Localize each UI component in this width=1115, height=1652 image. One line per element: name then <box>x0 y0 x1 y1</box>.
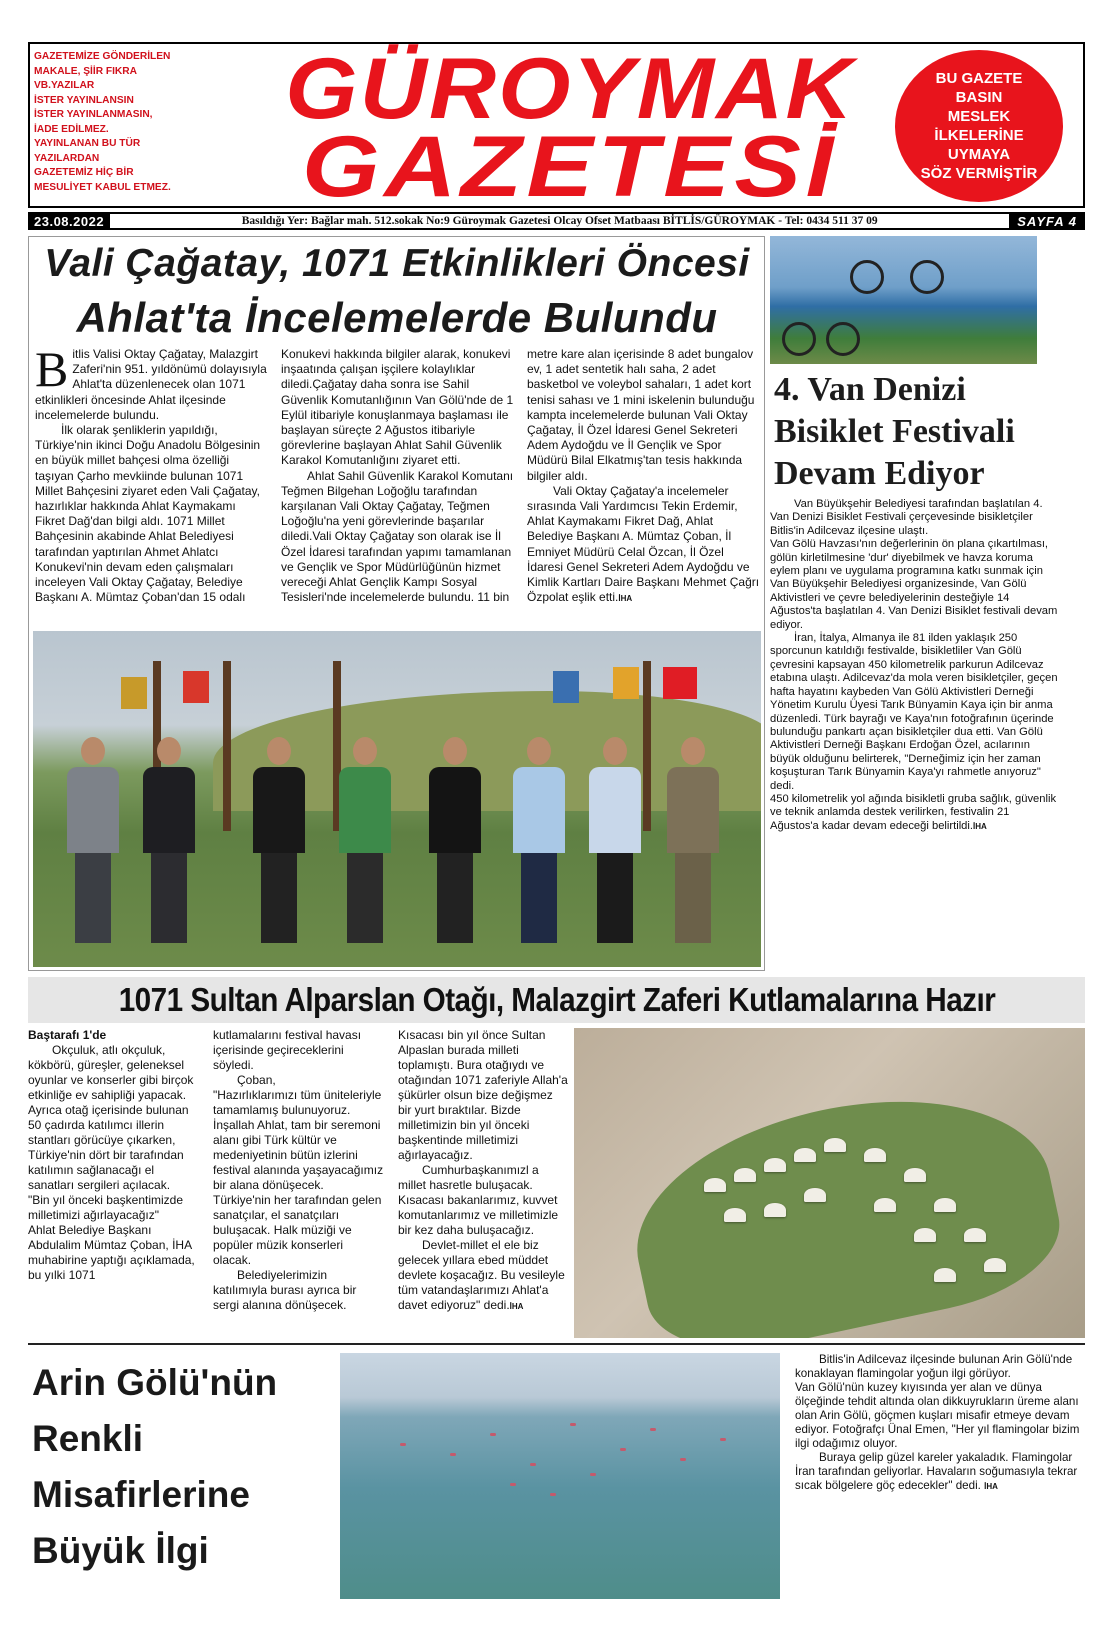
press-ethics-pledge-badge <box>895 50 1063 202</box>
tent <box>864 1148 886 1162</box>
article-headline-arin-golu <box>32 1355 332 1579</box>
notice-line: İSTER YAYINLANSIN <box>34 94 134 106</box>
bike-wheel <box>850 260 884 294</box>
article-paragraph <box>770 793 1060 833</box>
tent <box>804 1188 826 1202</box>
article-columns <box>28 1028 570 1314</box>
article-paragraph <box>795 1451 1087 1494</box>
paragraph-text: itlis Valisi Oktay Çağatay, Malazgirt Zaferi'nin 951. yıldönümü dolayısıyla Ahlat'ta düzenlenecek olan 1071 etkinlikleri öncesinde Ahlat ilçesinde incelemelerde bulundu. <box>35 347 267 422</box>
article-paragraph <box>398 1238 569 1314</box>
article-column <box>398 1028 569 1314</box>
flamingo <box>550 1493 556 1496</box>
person <box>143 737 195 943</box>
flag <box>613 667 639 699</box>
person <box>339 737 391 943</box>
article-headline <box>35 239 759 347</box>
article-paragraph <box>35 347 269 423</box>
logo-line-1: GÜROYMAK <box>285 41 855 137</box>
article-vali-cagatay <box>28 236 765 971</box>
article-body <box>770 498 1060 833</box>
tent <box>934 1268 956 1282</box>
article-column <box>28 1028 199 1314</box>
drop-cap: B <box>35 347 69 397</box>
notice-line: GAZETEMİZ HİÇ BİR <box>34 167 134 178</box>
flamingo <box>530 1463 536 1466</box>
article-paragraph: Türkiye'nin her tarafından gelen sanatçılar, el sanatçıları buluşacak. Halk müziği ve popüler müzik konserleri olacak. <box>213 1193 382 1267</box>
tent <box>874 1198 896 1212</box>
article-paragraph: Cumhurbaşkanımızl a millet hasretle buluşacak. Kısacası bakanlarımız, kuvvet komutanlarımız ve milletimizle bir kez daha buluşacağız. <box>398 1163 559 1237</box>
flamingo <box>590 1473 596 1476</box>
article-paragraph: Van Gölü'nün kuzey kıyısında yer alan ve dünya ölçeğinde tehdit altında olan dikkuyrukların üreme alanı olan Arin Gölü, göçmen kuşları misafir etmeye devam ediyor. Fotoğrafçı Ünal Emen, "Her yıl flamingolar bizim ilgi odağımız oluyor. <box>795 1381 1080 1450</box>
article-paragraph: kutlamalarını festival havası içerisinde geçireceklerini söyledi. <box>213 1028 362 1072</box>
tent <box>914 1228 936 1242</box>
person <box>429 737 481 943</box>
person <box>589 737 641 943</box>
pledge-text: BU GAZETE BASIN MESLEK İLKELERİNE UYMAYA SÖZ VERMİŞTİR <box>920 70 1038 182</box>
paragraph-text: 450 kilometrelik yol ağında bisikletli gruba sağlık, güvenlik ve teknik anlamda destek verilirken, festivalin 21 Ağustos'a kadar devam edeceği belirtildi. <box>770 792 1057 832</box>
flamingo <box>490 1433 496 1436</box>
person <box>67 737 119 943</box>
article-paragraph <box>527 484 761 607</box>
article-paragraph: Van Büyükşehir Belediyesi tarafından başlatılan 4. Van Denizi Bisiklet Festivali çerçevesinde bisikletçiler Bitlis'in Adilcevaz ilçesine ulaştı. <box>770 498 1043 537</box>
article-sultan-alparslan-otagi <box>28 1028 570 1338</box>
tent <box>934 1198 956 1212</box>
issue-date: 23.08.2022 <box>28 214 110 228</box>
park-area <box>616 1067 1073 1338</box>
headline-line-2: Ahlat'ta İncelemelerde Bulundu <box>76 294 718 341</box>
flamingo-lake-photo <box>340 1353 780 1599</box>
tent <box>764 1203 786 1217</box>
flamingo <box>510 1483 516 1486</box>
article-headline <box>774 369 1079 495</box>
headline-line: Bisiklet Festivali <box>774 413 1015 450</box>
flamingo <box>680 1458 686 1461</box>
notice-line: YAYINLANAN BU TÜR <box>34 138 141 149</box>
tent <box>824 1138 846 1152</box>
notice-line: MESULİYET KABUL ETMEZ. <box>34 181 171 193</box>
bike-wheel <box>910 260 944 294</box>
notice-line: İADE EDİLMEZ. <box>34 123 109 135</box>
agency-credit: İHA <box>618 594 633 604</box>
article-column <box>213 1028 384 1314</box>
headline-line: Renkli <box>32 1418 144 1459</box>
notice-line: GAZETEMİZE GÖNDERİLEN <box>34 51 171 62</box>
agency-credit: İHA <box>509 1302 524 1311</box>
article-body <box>35 347 761 631</box>
tent <box>734 1168 756 1182</box>
headline-line: Büyük İlgi <box>32 1530 209 1571</box>
flag-pole <box>643 661 651 831</box>
headline-line: Arin Gölü'nün <box>32 1362 278 1403</box>
paragraph-text: Devlet-millet el ele biz gelecek yıllara ebed müddet devlete koşacağız. Bu vesileyle tüm vatandaşlarımızı Ahlat'a davet ediyoruz" dedi. <box>398 1238 565 1312</box>
page-number: SAYFA 4 <box>1009 214 1085 228</box>
section-divider <box>28 1343 1085 1345</box>
flamingo <box>650 1428 656 1431</box>
tent <box>964 1228 986 1242</box>
flag-pole <box>223 661 231 831</box>
headline-line-1: Vali Çağatay, 1071 Etkinlikleri Öncesi <box>44 242 750 285</box>
article-paragraph: Çoban, <box>237 1073 276 1087</box>
aerial-camp-photo <box>574 1028 1085 1338</box>
tent <box>764 1158 786 1172</box>
paragraph-text: Buraya gelip güzel kareler yakaladık. Flamingolar İran tarafından geliyorlar. Havaların soğumasıyla tekrar sıcak bölgelere göç edecekler" dedi. <box>795 1451 1078 1492</box>
flag <box>663 667 697 699</box>
continued-from-label: Baştarafı 1'de <box>28 1028 107 1042</box>
tent <box>904 1168 926 1182</box>
cyclists-photo <box>770 236 1037 364</box>
officials-group-photo <box>33 631 761 967</box>
flag <box>553 671 579 703</box>
headline-line: Misafirlerine <box>32 1474 250 1515</box>
notice-line: MAKALE, ŞİİR FIKRA <box>34 65 138 77</box>
article-paragraph: Ahlat Sahil Güvenlik Karakol Komutanı Teğmen Bilgehan Loğoğlu tarafından karşılanan Vali Oktay Çağatay, Teğmen Loğoğlu'na yeni görevlerinde başarılar diledi.Vali Oktay Çağatay son olarak ise İl Özel İdaresi tarafından yapımı tamamlanan ve Gençlik ve Spor Müdürlüğünün hizmet vereceği Ahlat Gençlik Kampı Sosyal Tesisleri'nde incelemelerde bulundu. 11 bin metre kare alan içerisinde 8 adet bungalov ev, 1 adet sentetik halı saha, 2 adet basketbol ve voleybol sahaları, 1 adet kort tenisi sahası ve 1 mini iskelenin bulunduğu kampta incelemelerde bulunan Vali Oktay Çağatay, İl Özel İdaresi Genel Sekreteri Adem Aydoğdu ve İl Gençlik ve Spor Müdürü Bilal Elkatmış'tan tesis hakkında bilgiler aldı. <box>281 347 755 605</box>
headline-line: 4. Van Denizi <box>774 371 966 408</box>
article-paragraph: Okçuluk, atlı okçuluk, kökbörü, güreşler, geleneksel oyunlar ve konserler gibi birçok etkinliğe ev sahipliği yapacak. Ayrıca otağ içerisinde bulunan 50 çadırda katılımcı illerin stantları görücüye çıkarken, Türkiye'nin dört bir tarafından katılımın sağlanacağı el sanatları sergileri açılacak. <box>28 1043 194 1192</box>
article-paragraph: Ahlat Belediye Başkanı Abdulalim Mümtaz Çoban, İHA muhabirine yaptığı açıklamada, bu yılki 1071 <box>28 1223 195 1282</box>
bike-wheel <box>782 322 816 356</box>
article-body-arin-golu <box>795 1353 1087 1494</box>
bike-wheel <box>826 322 860 356</box>
dateline-bar <box>28 212 1085 230</box>
person <box>513 737 565 943</box>
article-paragraph: "Bin yıl önceki başkentimizde milletimizi ağırlayacağız" <box>28 1193 183 1222</box>
logo-line-2: GAZETESİ <box>302 119 838 215</box>
tent <box>724 1208 746 1222</box>
article-paragraph: İran, İtalya, Almanya ile 81 ilden yaklaşık 250 sporcunun katıldığı festivalde, bisikletliler Van Gölü çevresini kapsayan 450 kilometrelik parkurun Adilcevaz etabına ulaştı. Adilcevaz'da mola veren bisikletçiler, geçen hafta hayatını kaybeden Van Gölü Aktivistleri Derneği Yönetim Kurulu Üyesi Tarık Bünyamin Kaya için bir anma düzenledi. Türk bayrağı ve Kaya'nın fotoğrafının üçerinde bulunduğu pankartı açan bisikletçiler dua etti. Van Gölü Aktivistleri Derneği Başkanı Erdoğan Özel, acılarının büyük olduğunu belirterek, "Derneğimiz için her zaman koşuşturan Tarık Bünyamin Kaya'yı rahmetle anıyoruz" dedi. <box>770 632 1058 792</box>
flag <box>183 671 209 703</box>
tent <box>984 1258 1006 1272</box>
tent <box>704 1178 726 1192</box>
notice-line: İSTER YAYINLANMASIN, <box>34 109 153 120</box>
notice-line: VB.YAZILAR <box>34 80 95 91</box>
paragraph-text: Vali Oktay Çağatay'a incelemeler sırasında Vali Yardımcısı Tekin Erdemir, Ahlat Kaymakamı Fikret Dağ, Ahlat Belediye Başkanı A. Mümtaz Çoban, İl Emniyet Müdürü Celal Özcan, İl Özel İdaresi Genel Sekreteri Adem Aydoğdu ve Kimlik Kartları Daire Başkanı Mehmet Çağrı Özpolat eşlik etti. <box>527 483 760 605</box>
article-paragraph: Belediyelerimizin katılımıyla burası ayrıca bir sergi alanına dönüşecek. <box>213 1268 357 1312</box>
article-bisiklet-festivali <box>770 236 1085 971</box>
agency-credit: İHA <box>973 821 987 831</box>
person <box>667 737 719 943</box>
article-paragraph: İlk olarak şenliklerin yapıldığı, Türkiye'nin ikinci Doğu Anadolu Bölgesinin en büyük millet bahçesi olma özelliği taşıyan Çarho mevkiinde bulunan 1071 Millet Bahçesini ziyaret eden Vali Çağatay, hazırlıklar hakkında Ahlat Kaymakamı Fikret Dağ'dan bilgi aldı. 1071 Millet Bahçesinin akabinde Ahlat Belediyesi tarafından yaptırılan Ahmet Ahlatcı Konukevi'nin devam eden çalışmaları inceleyen Vali Oktay Çağatay, Belediye Başkanı A. Mümtaz Çoban'dan 15 odalı Konukevi hakkında bilgiler alarak, konukevi inşaatında çalışan işçilere kolaylıklar diledi.Çağatay daha sonra ise Sahil Güvenlik Komutanlığının Van Gölü'nde de 1 Eylül itibariyle konuşlanmaya başlaması ile başlayan süreçte 2 Ağustos itibariyle görevlerine başlayan Ahlat Sahil Güvenlik Karakol Komutanlığını ziyaret etti. <box>35 347 514 605</box>
person <box>253 737 305 943</box>
article-paragraph: Van Gölü Havzası'nın değerlerinin ön plana çıkartılması, gölün kirletilmesine 'dur' diyebilmek ve havza koruma eylem planı ve uygulama programına katkı sunmak için Van Büyükşehir Belediyesi organizesinde, Van Gölü Aktivistleri ve çevre belediyelerinin desteğiyle 14 Ağustos'ta başlatılan 4. Van Denizi Bisiklet festivali devam ediyor. <box>770 538 1058 631</box>
flag <box>121 677 147 709</box>
newspaper-logo <box>220 41 920 215</box>
headline-line: Devam Ediyor <box>774 455 985 492</box>
masthead <box>28 41 1085 215</box>
print-info: Basıldığı Yer: Bağlar mah. 512.sokak No:9 Güroymak Gazetesi Olcay Ofset Matbaası BİTLİS/GÜROYMAK - Tel: 0434 511 37 09 <box>241 215 878 227</box>
notice-line: YAZILARDAN <box>34 152 100 164</box>
section-banner <box>28 977 1085 1023</box>
flamingo <box>620 1448 626 1451</box>
agency-credit: İHA <box>984 1482 998 1491</box>
flamingo <box>400 1443 406 1446</box>
article-paragraph: Kısacası bin yıl önce Sultan Alpaslan burada milleti toplamıştı. Bura otağıydı ve otağından 1071 zaferiyle Allah'a şükürler olsun bize değişmez bir yurt bıraktılar. Bizde milletimizin bin yıl önceki başkentinde milletimizi ağırlayacağız. <box>398 1028 568 1162</box>
banner-headline: 1071 Sultan Alparslan Otağı, Malazgirt Zaferi Kutlamalarına Hazır <box>118 981 995 1018</box>
tent <box>794 1148 816 1162</box>
article-paragraph: Bitlis'in Adilcevaz ilçesinde bulunan Arin Gölü'nde konaklayan flamingolar yoğun ilgi görüyor. <box>795 1353 1073 1380</box>
flamingo <box>450 1453 456 1456</box>
flamingo <box>720 1438 726 1441</box>
flamingo <box>570 1423 576 1426</box>
article-paragraph: "Hazırlıklarımızı tüm üniteleriyle tamamlamış bulunuyoruz. İnşallah Ahlat, tam bir seremoni alanı gibi Türk kültür ve medeniyetinin bütün izlerini festival alanında yaşayacağımız bir alana dönüşecek. <box>213 1088 384 1192</box>
